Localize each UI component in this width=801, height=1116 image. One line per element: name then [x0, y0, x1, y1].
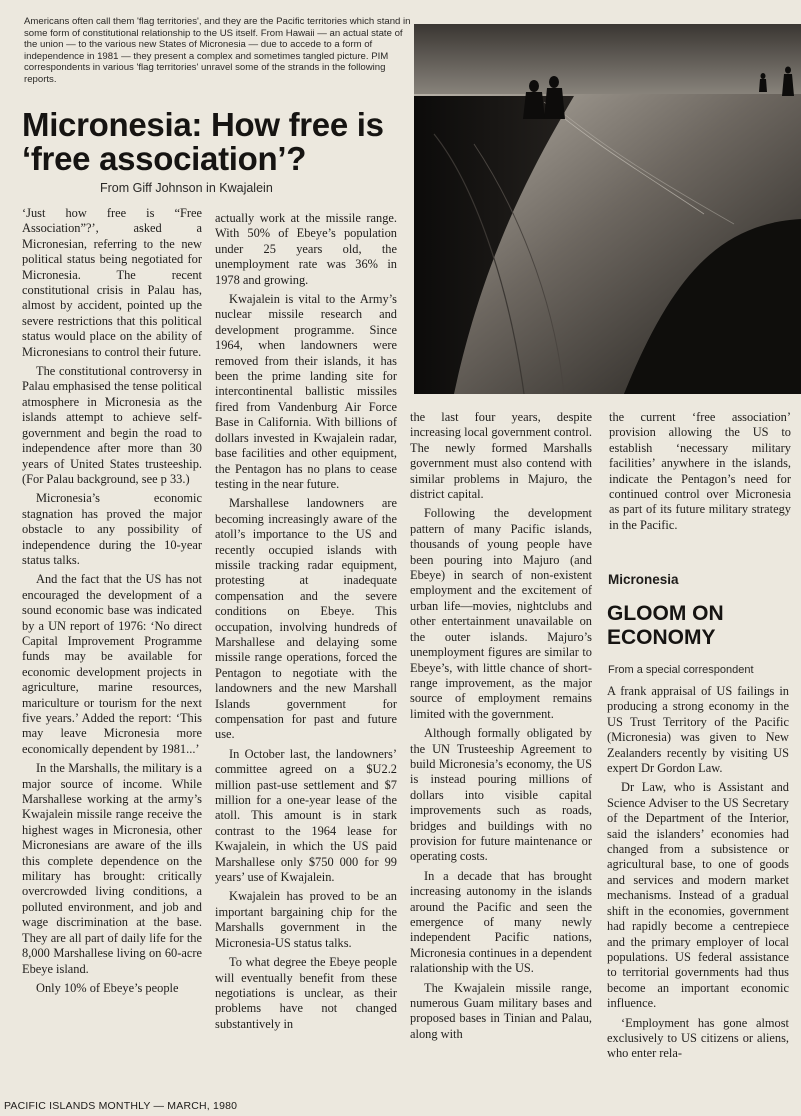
paragraph: Only 10% of Ebeye’s people	[36, 980, 179, 995]
byline: From Giff Johnson in Kwajalein	[100, 181, 273, 195]
photo-illustration	[414, 24, 801, 394]
paragraph: Micronesia’s economic stagnation has proved the major obstacle to any possibility of independence during the 10-year status talks.	[22, 491, 202, 567]
paragraph: Although formally obligated by the UN Trusteeship Agreement to build Micronesia’s economy, the US is instead pouring millions of dollars into visible capital improvements such as roads, bridges and buildings with no provision for future maintenance or operating costs.	[410, 726, 592, 864]
paragraph: the current ‘free association’ provision allowing the US to establish ‘necessary military facilities’ anywhere in the islands, indicate the Pentagon’s need for continued control over Micronesia as part of its future military strategy in the Pacific.	[609, 410, 791, 532]
article-column-3	[410, 410, 592, 1046]
paragraph: Dr Law, who is Assistant and Science Adviser to the US Secretary of the Department of the Interior, said the islanders’ economies had changed from a subsistence or agricultural base, to one of goods and services and modern market mechanisms. Instead of a gradual shift in the economies, government had rapidly become a centrepiece and the primary employer of local populations. US federal assistance to territorial governments had thus become an important economic influence.	[607, 780, 789, 1011]
paragraph: In October last, the landowners’ committee agreed on a $U2.2 million past-use settlement and $7 million for a one-year lease of the atoll. This amount is in stark contrast to the 1964 lease for Kwajalein, in which the US paid Marshallese only $750 000 for 99 years’ use of Kwajalein.	[215, 746, 397, 885]
sidebar-article-column	[607, 684, 789, 1066]
paragraph: ‘Employment has gone almost exclusively to US citizens or aliens, who enter rela-	[607, 1015, 789, 1061]
paragraph: In the Marshalls, the military is a major source of income. While Marshallese working at the army’s Kwajalein missile range receive the highest wages in Micronesia, other Micronesians are aware of the ills this complete dependence on the military has brought: critically overcrowded living conditions, a polluted environment, and job and wage discrimination at the base. They are all part of daily life for the 8,000 Marshallese living on 60-acre Ebeye island.	[22, 761, 202, 976]
paragraph: Marshallese landowners are becoming increasingly aware of the atoll’s importance to the US and recently occupied islands with missile tracking radar equipment, protesting at inadequate compensation and the severe conditions on Ebeye. This occupation, involving hundreds of Marshallese and delaying some missile range operations, forced the Pentagon to negotiate with the landowners and the new Marshall Islands government for compensation for past and future use.	[215, 496, 397, 742]
photo-wading-figures	[414, 24, 801, 394]
paragraph: the last four years, despite increasing local government control. The newly formed Marshalls government must also contend with similar problems in Majuro, the district capital.	[410, 410, 592, 502]
paragraph: Following the development pattern of many Pacific islands, thousands of young people have been pouring into Majuro (and Ebeye) in search of non-existent employment and the excitement of urban life—movies, nightclubs and other entertainment unavailable on the outer islands. Majuro’s unemployment figures are similar to Ebeye’s, with little chance of short-range improvement, as the major source of employment remains limited with the government.	[410, 506, 592, 721]
paragraph: Kwajalein has proved to be an important bargaining chip for the Marshalls government in the Micronesia-US status talks.	[215, 889, 397, 950]
headline: Micronesia: How free is ‘free association’?	[22, 106, 384, 177]
page-footer: PACIFIC ISLANDS MONTHLY — MARCH, 1980	[4, 1100, 238, 1112]
paragraph: ‘Just how free is “Free Association”?’, asked a Micronesian, referring to the new political status being negotiated for Micronesia. The recent constitutional crisis in Palau has, almost by accident, pointed up the severe restrictions that this political status would place on the ability of Micronesians to control their future.	[22, 206, 202, 359]
article-column-4	[609, 410, 791, 537]
paragraph: In a decade that has brought increasing autonomy in the islands around the Pacific and seen the emergence of many newly independent Pacific nations, Micronesia continues in a dependent ralationship with the US.	[410, 868, 592, 976]
paragraph: A frank appraisal of US failings in producing a strong economy in the US Trust Territory of the Pacific (Micronesia) was given to New Zealanders recently by visiting US expert Dr Gordon Law.	[607, 684, 789, 776]
intro-paragraph: Americans often call them 'flag territories', and they are the Pacific territories which stand in some form of constitutional relationship to the US itself. From Hawaii — an actual state of the union — to the various new States of Micronesia — due to accede to a form of independence in 1981 — they present a complex and sometimes tangled picture. PIM correspondents in various 'flag territories' unravel some of the strands in the following reports.	[24, 16, 411, 85]
paragraph: The constitutional controversy in Palau emphasised the tense political atmosphere in Micronesia as the islands attempt to achieve self-government and begin the road to independence after more than 30 years of United States trusteeship. (For Palau background, see p 33.)	[22, 364, 202, 486]
section-kicker: Micronesia	[608, 572, 679, 587]
paragraph: And the fact that the US has not encouraged the development of a sound economic base was indicated by a UN report of 1976: ‘No direct Capital Improvement Programme funds may be available for economic development projects in agriculture, marine resources, mariculture or tourism for the next five years.’ Added the report: ‘This may leave Micronesia more economically dependent by 1981...’	[22, 572, 202, 756]
sidebar-headline: GLOOM ON ECONOMY	[607, 602, 724, 649]
article-column-2	[215, 211, 397, 1036]
paragraph: actually work at the missile range. With 50% of Ebeye’s population under 25 years old, the unemployment rate was 36% in 1978 and growing.	[215, 211, 397, 287]
paragraph: To what degree the Ebeye people will eventually benefit from these negotiations is unclear, as their problems have not changed substantively in	[215, 955, 397, 1031]
article-column-1	[22, 206, 202, 1000]
paragraph: Kwajalein is vital to the Army’s nuclear missile research and development programme. Since 1964, when landowners were removed from their islands, it has been the prime landing site for intercontinental ballistic missiles fired from Vandenburg Air Force Base in California. With billions of dollars invested in Kwajalein radar, base facilities and other equipment, the Pentagon has no plans to cease testing in the near future.	[215, 292, 397, 491]
paragraph: The Kwajalein missile range, numerous Guam military bases and proposed bases in Tinian and Palau, along with	[410, 980, 592, 1041]
sidebar-byline: From a special correspondent	[608, 664, 754, 676]
